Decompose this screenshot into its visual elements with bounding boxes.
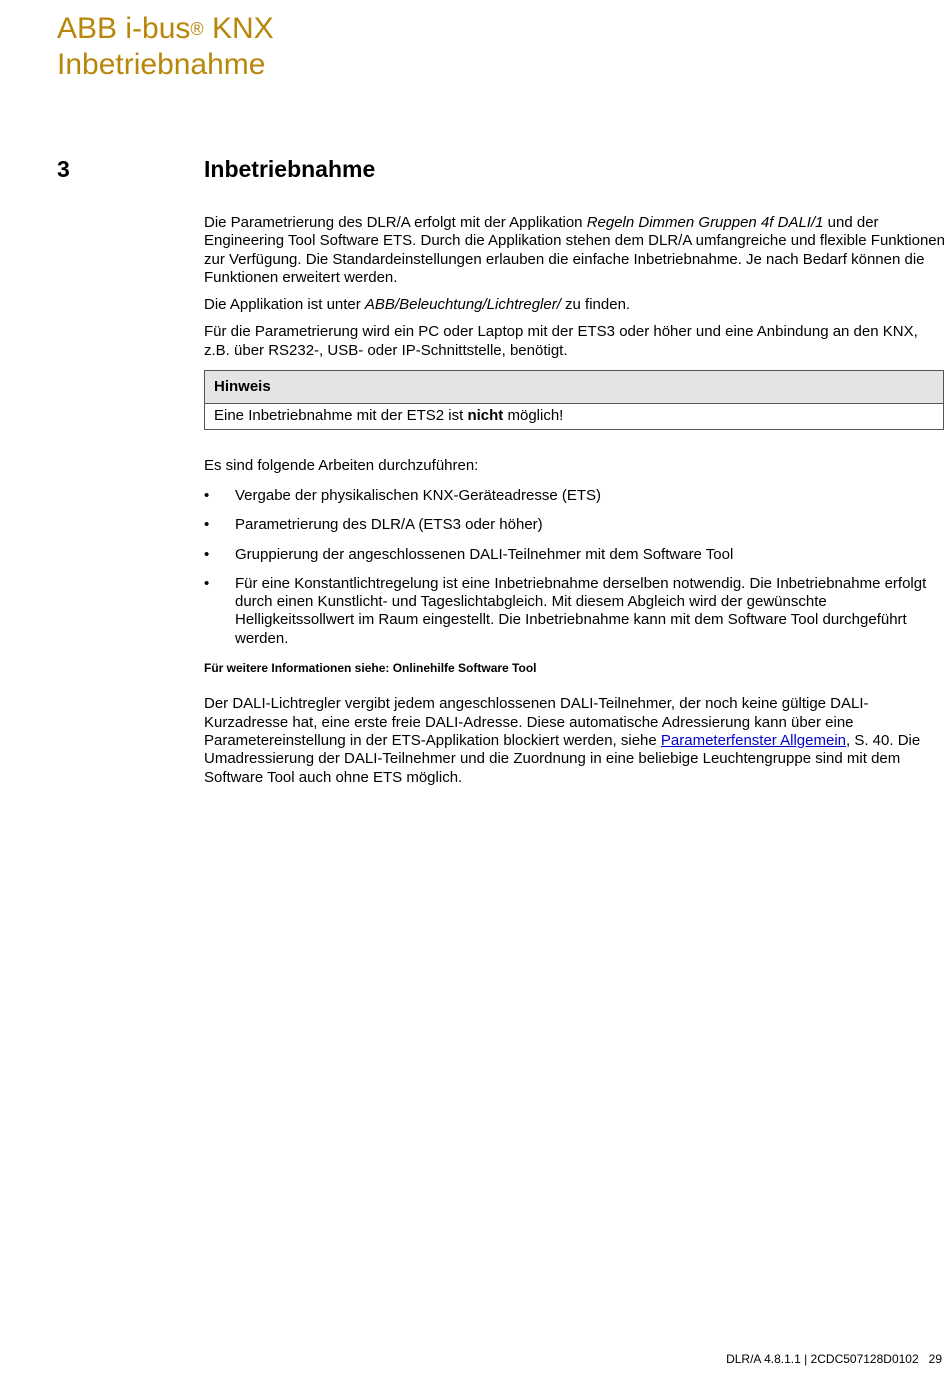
header-product-name: ABB i-bus	[57, 12, 191, 45]
chapter-number: 3	[57, 156, 70, 182]
task-list	[204, 487, 946, 648]
paragraph-application	[204, 214, 946, 287]
paragraph-location	[204, 296, 946, 314]
text: Eine Inbetriebnahme mit der ETS2 ist	[214, 407, 468, 425]
text: Die Parametrierung des DLR/A erfolgt mit der Applikation	[204, 214, 587, 231]
list-item	[204, 487, 946, 505]
list-item	[204, 516, 946, 534]
application-name: Regeln Dimmen Gruppen 4f DALI/1	[586, 214, 824, 231]
list-item-text: Parametrierung des DLR/A (ETS3 oder höher)	[235, 516, 543, 534]
hint-title: Hinweis	[205, 371, 943, 404]
text: Der DALI-Lichtregler vergibt jedem angeschlossenen DALI-Teilnehmer, der noch keine gültige DALI-Kurzadresse hat, eine erste freie DALI-Adresse. Diese automatische Adressierung kann über eine Parametereinstellung in der ETS-Applikation blockiert werden, siehe	[204, 695, 869, 749]
list-item-text: Gruppierung der angeschlossenen DALI-Teilnehmer mit dem Software Tool	[235, 545, 734, 563]
chapter-title: Inbetriebnahme	[204, 156, 376, 182]
page-footer: DLR/A 4.8.1.1 | 2CDC507128D0102 29	[726, 1352, 942, 1366]
list-item-text: Für eine Konstantlichtregelung ist eine Inbetriebnahme derselben notwendig. Die Inbetriebnahme erfolgt durch einen Kunstlicht- und Tageslichtabgleich. Mit diesem Abgleich wird der gewünschte Helligkeitssollwert im Raum eingestellt. Die Inbetriebnahme kann mit dem Software Tool durchgeführt werden.	[235, 574, 927, 647]
bullet-icon: •	[204, 545, 210, 563]
hint-emphasis: nicht	[467, 407, 504, 425]
application-path: ABB/Beleuchtung/Lichtregler/	[364, 296, 561, 314]
text: Die Applikation ist unter	[204, 296, 365, 314]
text: , S. 40. Die Umadressierung der DALI-Teilnehmer und die Zuordnung in eine beliebige Leuchtengruppe sind mit dem Software Tool auch ohne ETS möglich.	[204, 731, 921, 786]
text: und der Engineering Tool Software ETS. Durch die Applikation stehen dem DLR/A umfangreiche und flexible Funktionen zur Verfügung. Die Standardeinstellungen erlauben die einfache Inbetriebnahme. Je nach Bedarf können die Funktionen erweitert werden.	[204, 214, 945, 286]
header-product-suffix: KNX	[203, 12, 274, 45]
text: möglich!	[503, 407, 564, 425]
text: zu finden.	[560, 296, 631, 314]
bullet-icon: •	[204, 486, 210, 504]
list-item-text: Vergabe der physikalischen KNX-Geräteadresse (ETS)	[235, 486, 602, 504]
header-section: Inbetriebnahme	[57, 48, 266, 81]
paragraph-addressing	[204, 695, 946, 786]
info-note: Für weitere Informationen siehe: Onlinehilfe Software Tool	[204, 661, 537, 676]
hint-text	[205, 404, 943, 428]
header-product-line	[57, 11, 274, 47]
main-content	[204, 214, 946, 796]
hint-box	[204, 370, 944, 430]
parameter-window-link[interactable]: Parameterfenster Allgemein	[660, 731, 846, 749]
paragraph-requirements: Für die Parametrierung wird ein PC oder Laptop mit der ETS3 oder höher und eine Anbindung an den KNX, z.B. über RS232-, USB- oder IP-Schnittstelle, benötigt.	[204, 323, 918, 359]
tasks-intro: Es sind folgende Arbeiten durchzuführen:	[204, 456, 479, 474]
document-header	[57, 11, 274, 83]
bullet-icon: •	[204, 574, 210, 592]
registered-mark: ®	[190, 19, 204, 39]
list-item	[204, 546, 946, 564]
bullet-icon: •	[204, 516, 210, 534]
list-item	[204, 575, 946, 648]
